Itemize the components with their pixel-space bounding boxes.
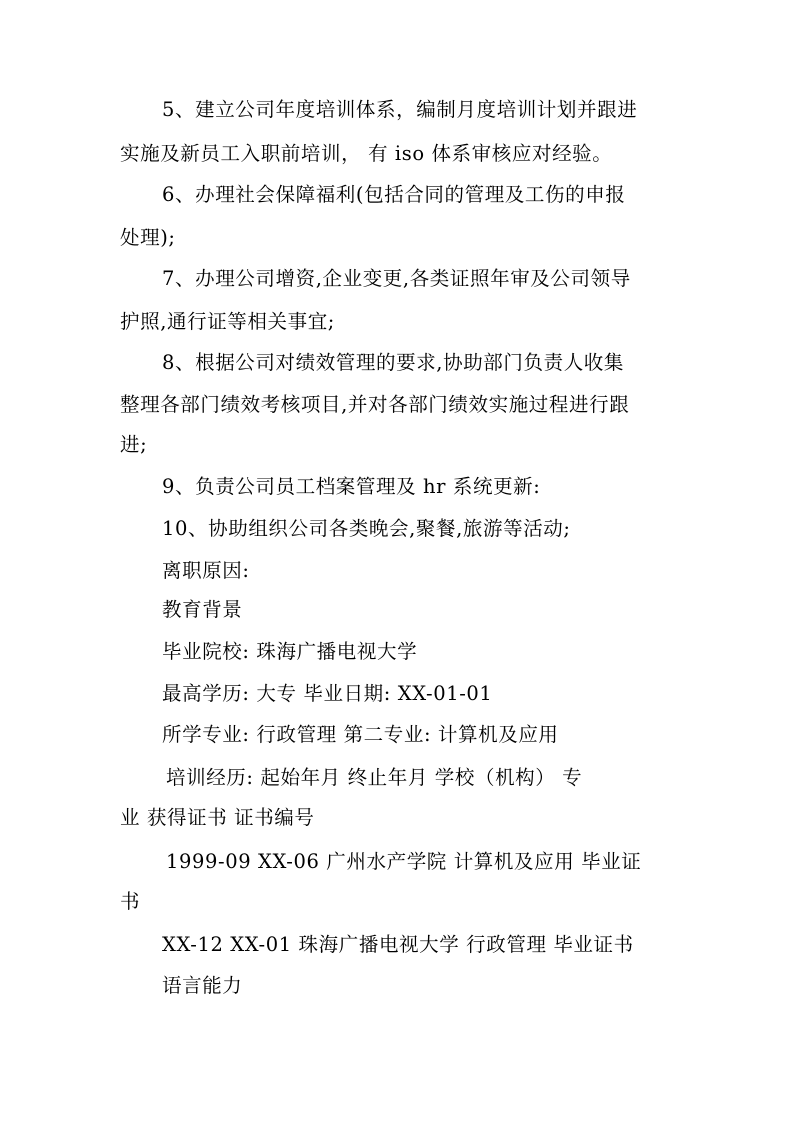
item-8-line-1: 8、根据公司对绩效管理的要求,协助部门负责人收集 — [162, 351, 625, 374]
training-header-line-1: 培训经历: 起始年月 终止年月 学校（机构） 专 — [166, 766, 583, 789]
item-8-line-3: 进; — [120, 433, 148, 456]
major: 所学专业: 行政管理 第二专业: 计算机及应用 — [162, 723, 559, 746]
graduate-school: 毕业院校: 珠海广播电视大学 — [162, 640, 418, 663]
item-7-line-2: 护照,通行证等相关事宜; — [120, 310, 335, 333]
item-10-line: 10、协助组织公司各类晚会,聚餐,旅游等活动; — [162, 517, 571, 540]
training-row-2: XX-12 XX-01 珠海广播电视大学 行政管理 毕业证书 — [162, 933, 634, 956]
item-8-line-2: 整理各部门绩效考核项目,并对各部门绩效实施过程进行跟 — [120, 393, 630, 416]
language-heading: 语言能力 — [162, 974, 243, 997]
item-9-line: 9、负责公司员工档案管理及 hr 系统更新: — [162, 475, 541, 498]
training-row-1-line-2: 书 — [120, 890, 141, 913]
item-7-line-1: 7、办理公司增资,企业变更,各类证照年审及公司领导 — [162, 267, 631, 290]
item-6-line-1: 6、办理社会保障福利(包括合同的管理及工伤的申报 — [162, 183, 626, 206]
item-5-line-1: 5、建立公司年度培训体系，编制月度培训计划并跟进 — [162, 98, 638, 121]
item-6-line-2: 处理); — [120, 226, 176, 249]
training-header-line-2: 业 获得证书 证书编号 — [120, 806, 315, 829]
item-5-line-2: 实施及新员工入职前培训， 有 iso 体系审核应对经验。 — [120, 142, 613, 165]
education-heading: 教育背景 — [162, 598, 243, 621]
highest-degree: 最高学历: 大专 毕业日期: XX-01-01 — [162, 682, 493, 705]
training-row-1-line-1: 1999-09 XX-06 广州水产学院 计算机及应用 毕业证 — [166, 850, 642, 873]
leave-reason: 离职原因: — [162, 559, 250, 582]
